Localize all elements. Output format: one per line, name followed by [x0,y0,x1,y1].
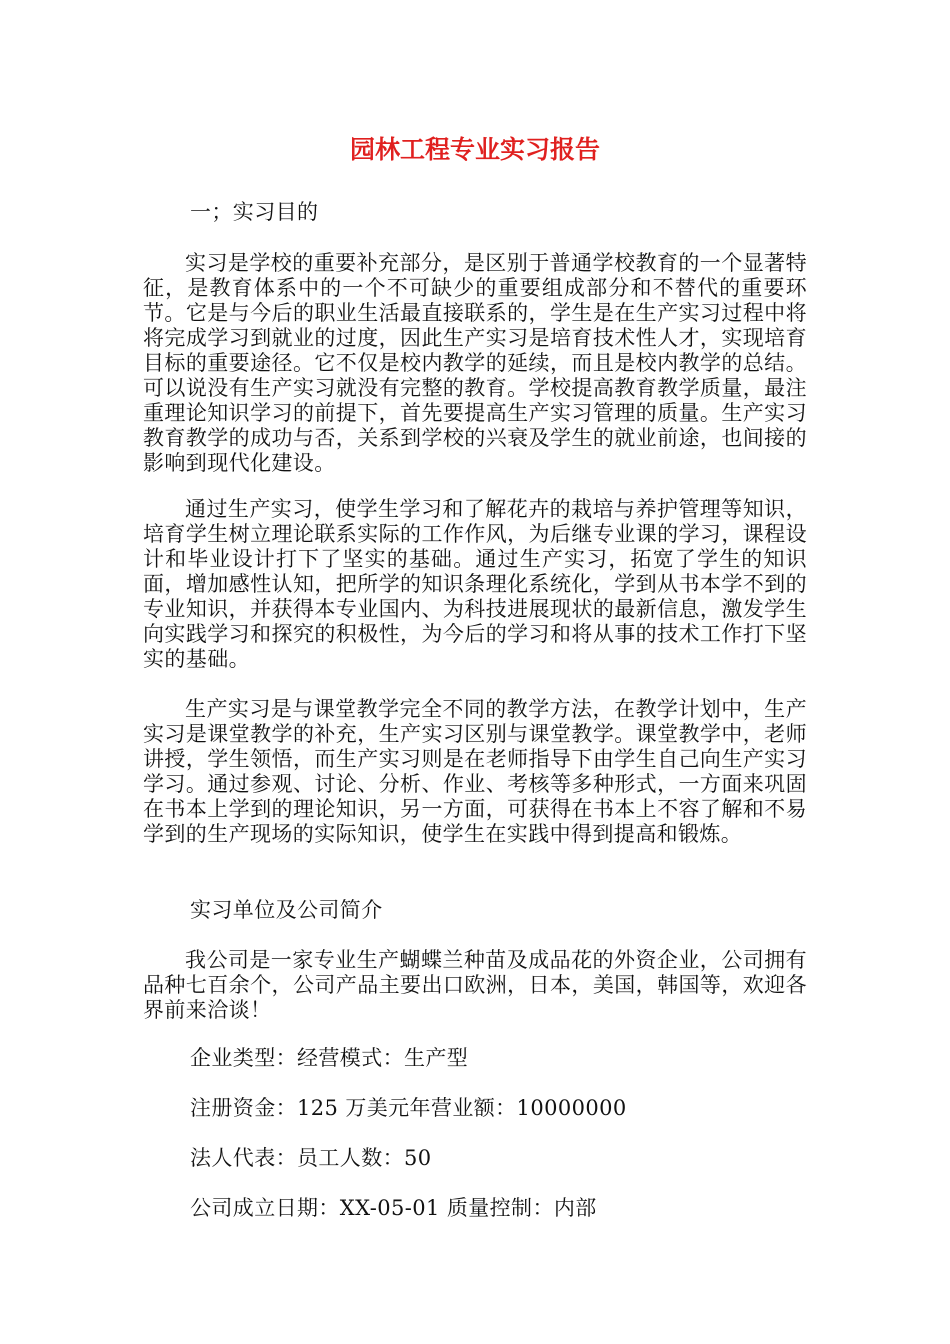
paragraph-1: 实习是学校的重要补充部分，是区别于普通学校教育的一个显著特征，是教育体系中的一个不可缺少的重要组成部分和不替代的重要环节。它是与今后的职业生活最直接联系的，学生是在生产实习过程中将将完成学习到就业的过度，因此生产实习是培育技术性人才，实现培育目标的重要途径。它不仅是校内教学的延续，而且是校内教学的总结。可以说没有生产实习就没有完整的教育。学校提高教育教学质量，最注重理论知识学习的前提下，首先要提高生产实习管理的质量。生产实习教育教学的成功与否，关系到学校的兴衰及学生的就业前途，也间接的影响到现代化建设。 [143,251,807,475]
info-line-capital: 注册资金：125 万美元年营业额：10000000 [190,1096,627,1120]
paragraph-3: 生产实习是与课堂教学完全不同的教学方法，在教学计划中，生产实习是课堂教学的补充，生产实习区别与课堂教学。课堂教学中，老师讲授，学生领悟，而生产实习则是在老师指导下由学生自己向生产实习学习。通过参观、讨论、分析、作业、考核等多种形式，一方面来巩固在书本上学到的理论知识，另一方面，可获得在书本上不容了解和不易学到的生产现场的实际知识，使学生在实践中得到提高和锻炼。 [143,697,807,846]
section-heading-company: 实习单位及公司简介 [190,898,383,922]
info-line-founded: 公司成立日期：XX-05-01 质量控制：内部 [190,1196,597,1220]
document-title: 园林工程专业实习报告 [349,135,600,164]
info-line-representative: 法人代表：员工人数：50 [190,1146,432,1170]
section-heading-purpose: 一；实习目的 [190,200,319,224]
paragraph-4: 我公司是一家专业生产蝴蝶兰种苗及成品花的外资企业，公司拥有品种七百余个，公司产品主要出口欧洲，日本，美国，韩国等，欢迎各界前来洽谈！ [143,948,807,1022]
info-line-company-type: 企业类型：经营模式：生产型 [190,1046,469,1070]
paragraph-2: 通过生产实习，使学生学习和了解花卉的栽培与养护管理等知识，培育学生树立理论联系实际的工作作风，为后继专业课的学习，课程设计和毕业设计打下了坚实的基础。通过生产实习，拓宽了学生的知识面，增加感性认知，把所学的知识条理化系统化，学到从书本学不到的专业知识，并获得本专业国内、为科技进展现状的最新信息，激发学生向实践学习和探究的积极性，为今后的学习和将从事的技术工作打下坚实的基础。 [143,497,807,671]
